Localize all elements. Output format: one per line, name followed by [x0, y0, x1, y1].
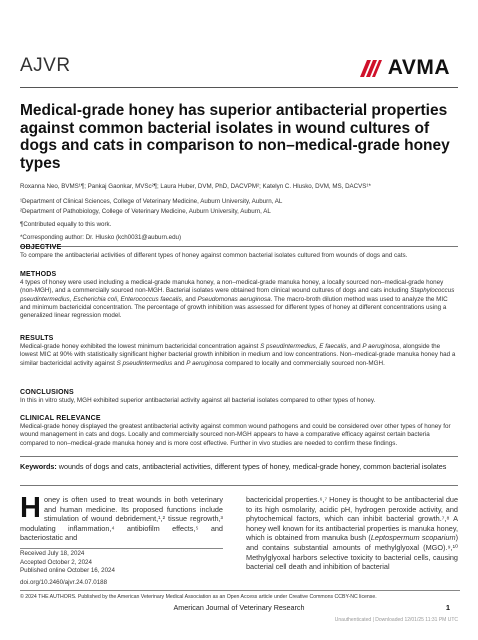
- journal-footer: American Journal of Veterinary Research: [173, 603, 305, 612]
- published-date: Published online October 16, 2024: [20, 567, 115, 574]
- accepted-date: Accepted October 2, 2024: [20, 558, 92, 566]
- methods-text: 4 types of honey were used including a medical-grade manuka honey, a non–medical-grade manuka honey, a locally sourced non–medical-grade honey (non-MGH), and a commercially sourced non-MGH. Bacterial isolates were obtained from clinical wound cultures of dogs and cats including Staphylococcus pseudintermedius, Escherichia coli, Enterococcus faecalis, and Pseudomonas aeruginosa. The macro-broth dilution method was used to analyze the MIC and minimum bactericidal concentration. The percentage of growth inhibition was assessed for different types of honey at different concentrations using a generalized linear regression model.: [20, 279, 455, 320]
- affiliation-1: ¹Department of Clinical Sciences, College of Veterinary Medicine, Auburn University, Auburn, AL: [20, 198, 283, 205]
- drop-cap: H: [20, 492, 41, 524]
- clinical-relevance-text: Medical-grade honey displayed the greatest antibacterial activity against common wound pathogens and could be considered over other types of honey for wound management in cats and dogs. Locally and commercially sourced non-MGH appears to have a comparative efficacy against certain bacteria compared to non–medical-grade manuka honey and is more cost effective. Further in vivo studies are needed to confirm these findings.: [20, 423, 451, 447]
- methods-heading: METHODS: [20, 271, 57, 278]
- dates-divider: [20, 548, 223, 549]
- download-watermark: Unauthenticated | Downloaded 12/01/25 11:31 PM UTC: [334, 617, 458, 623]
- affiliation-2: ²Department of Pathobiology, College of Veterinary Medicine, Auburn University, Auburn, AL: [20, 208, 271, 215]
- journal-abbreviation: AJVR: [20, 55, 71, 76]
- avma-logo-icon: [358, 57, 384, 79]
- clinical-relevance-heading: CLINICAL RELEVANCE: [20, 415, 101, 422]
- abstract-box: [20, 246, 458, 457]
- objective-text: To compare the antibacterial activities of different types of honey against common bacterial isolates cultured from wounds of dogs and cats.: [20, 252, 408, 259]
- conclusions-heading: CONCLUSIONS: [20, 389, 74, 396]
- header-divider: [20, 87, 458, 88]
- keywords-text: wounds of dogs and cats, antibacterial activities, different types of honey, medical-grade honey, common bacterial isolates: [58, 462, 447, 471]
- objective-heading: OBJECTIVE: [20, 244, 62, 251]
- body-column-2: bactericidal properties.⁶,⁷ Honey is thought to be antibacterial due to its high osmolarity, acidic pH, hydrogen peroxide activity, and phytochemical factors, which can inhibit bacterial growth.⁷,⁸ A honey well known for its antibacterial properties is manuka honey, which is obtained from manuka bush (Leptospermum scoparium) and contains substantial amounts of methylglyoxal (MGO).⁹,¹⁰ Methylglyoxal harbors selective toxicity to bacterial cells, causing bacterial cell death and inhibition of bacterial: [246, 495, 458, 572]
- body-column-1: [20, 492, 223, 543]
- contribution-note: ¶Contributed equally to this work.: [20, 221, 112, 228]
- keywords-label: Keywords:: [20, 462, 57, 471]
- article-title: Medical-grade honey has superior antibacterial properties against common bacterial isolates in wound cultures of dogs and cats in comparison to non–medical-grade honey types: [20, 102, 450, 172]
- keywords-divider: [20, 485, 458, 486]
- keywords: [20, 462, 458, 472]
- publisher-logo: [358, 56, 450, 80]
- conclusions-text: In this in vitro study, MGH exhibited superior antibacterial activity against all bacterial isolates compared to other types of honey.: [20, 397, 376, 404]
- copyright-notice: © 2024 THE AUTHORS. Published by the American Veterinary Medical Association as an Open Access article under Creative Commons CCBY-NC license.: [20, 590, 460, 600]
- publisher-name: AVMA: [387, 56, 450, 79]
- article-dates: [20, 550, 223, 587]
- results-heading: RESULTS: [20, 335, 54, 342]
- corresponding-author: *Corresponding author: Dr. Hlusko (kch0031@auburn.edu): [20, 234, 182, 241]
- results-text: Medical-grade honey exhibited the lowest minimum bactericidal concentration against S pseudintermedius, E faecalis, and P aeruginosa, alongside the lowest MIC at 90% with statistically significant higher bacterial growth inhibition in medium and low concentrations. Non–medical-grade manuka honey had a similar bactericidal activity against S pseudintermedius and P aeruginosa compared to locally and commercially sourced non-MGH.: [20, 343, 456, 367]
- doi-link[interactable]: doi.org/10.2460/ajvr.24.07.0188: [20, 578, 108, 586]
- page-number: 1: [445, 603, 450, 612]
- received-date: Received July 18, 2024: [20, 550, 85, 557]
- author-list: Roxanna Neo, BVMS¹¶; Pankaj Gaonkar, MVSc²¶; Laura Huber, DVM, PhD, DACVPM²; Katelyn C. Hlusko, DVM, MS, DACVS¹*: [20, 183, 371, 190]
- body-text-1: oney is often used to treat wounds in both veterinary and human medicine. Its proposed functions include stimulation of wound debridement,¹,² tissue regrowth,³ modulating inflammation,⁴ antibiofilm effects,⁵ and bacteriostatic and: [20, 495, 223, 543]
